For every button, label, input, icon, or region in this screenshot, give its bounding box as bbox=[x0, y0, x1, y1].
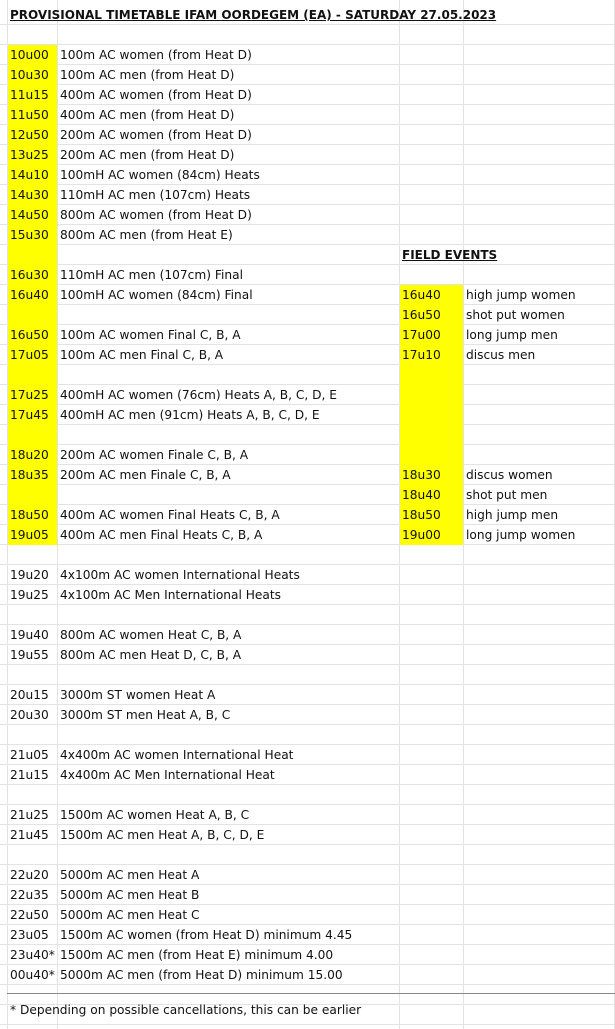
track-event-time: 23u40* bbox=[10, 948, 55, 962]
track-event-time: 21u25 bbox=[10, 808, 49, 822]
track-event-time: 20u15 bbox=[10, 688, 49, 702]
track-event-name: 100m AC men Final C, B, A bbox=[60, 348, 224, 362]
track-event-name: 800m AC women (from Heat D) bbox=[60, 208, 252, 222]
field-event-time: 16u50 bbox=[402, 308, 441, 322]
field-event-time: 18u50 bbox=[402, 508, 441, 522]
track-event-name: 110mH AC men (107cm) Heats bbox=[60, 188, 251, 202]
field-events-header: FIELD EVENTS bbox=[402, 248, 498, 262]
track-event-name: 400m AC men (from Heat D) bbox=[60, 108, 235, 122]
field-event-name: shot put women bbox=[466, 308, 565, 322]
track-event-name: 200m AC women Finale C, B, A bbox=[60, 448, 249, 462]
track-event-name: 110mH AC men (107cm) Final bbox=[60, 268, 243, 282]
track-event-time: 13u25 bbox=[10, 148, 49, 162]
track-event-time: 10u30 bbox=[10, 68, 49, 82]
field-event-time: 16u40 bbox=[402, 288, 441, 302]
track-event-name: 400mH AC women (76cm) Heats A, B, C, D, E bbox=[60, 388, 337, 402]
field-event-name: high jump women bbox=[466, 288, 576, 302]
field-event-name: discus men bbox=[466, 348, 536, 362]
grid-line bbox=[463, 0, 464, 1029]
track-event-time: 21u45 bbox=[10, 828, 49, 842]
track-event-name: 100m AC women Final C, B, A bbox=[60, 328, 241, 342]
track-event-time: 20u30 bbox=[10, 708, 49, 722]
track-event-time: 22u35 bbox=[10, 888, 49, 902]
grid-line bbox=[57, 0, 58, 1029]
track-event-time: 14u50 bbox=[10, 208, 49, 222]
track-event-name: 200m AC men (from Heat D) bbox=[60, 148, 235, 162]
track-event-time: 23u05 bbox=[10, 928, 49, 942]
track-event-time: 22u20 bbox=[10, 868, 49, 882]
track-event-name: 100mH AC women (84cm) Heats bbox=[60, 168, 260, 182]
track-event-time: 22u50 bbox=[10, 908, 49, 922]
track-event-name: 100m AC men (from Heat D) bbox=[60, 68, 235, 82]
track-event-time: 17u25 bbox=[10, 388, 49, 402]
track-event-name: 4x100m AC women International Heats bbox=[60, 568, 300, 582]
track-event-time: 19u20 bbox=[10, 568, 49, 582]
track-event-name: 4x400m AC Men International Heat bbox=[60, 768, 275, 782]
field-event-name: discus women bbox=[466, 468, 553, 482]
track-event-name: 1500m AC women (from Heat D) minimum 4.45 bbox=[60, 928, 353, 942]
track-event-time: 10u00 bbox=[10, 48, 49, 62]
track-event-time: 16u40 bbox=[10, 288, 49, 302]
track-event-name: 800m AC women Heat C, B, A bbox=[60, 628, 242, 642]
track-event-time: 21u15 bbox=[10, 768, 49, 782]
track-event-time: 14u30 bbox=[10, 188, 49, 202]
track-event-name: 400mH AC men (91cm) Heats A, B, C, D, E bbox=[60, 408, 320, 422]
track-event-time: 19u25 bbox=[10, 588, 49, 602]
track-event-name: 1500m AC women Heat A, B, C bbox=[60, 808, 250, 822]
track-event-time: 00u40* bbox=[10, 968, 55, 982]
track-event-time: 17u45 bbox=[10, 408, 49, 422]
field-event-time: 18u30 bbox=[402, 468, 441, 482]
track-event-time: 14u10 bbox=[10, 168, 49, 182]
track-event-time: 11u50 bbox=[10, 108, 49, 122]
track-event-name: 800m AC men (from Heat E) bbox=[60, 228, 233, 242]
field-event-time: 19u00 bbox=[402, 528, 441, 542]
footnote-divider bbox=[7, 993, 615, 994]
track-event-name: 5000m AC men Heat B bbox=[60, 888, 200, 902]
track-event-time: 19u40 bbox=[10, 628, 49, 642]
track-event-name: 5000m AC men Heat A bbox=[60, 868, 200, 882]
track-event-name: 5000m AC men Heat C bbox=[60, 908, 200, 922]
track-event-name: 1500m AC men Heat A, B, C, D, E bbox=[60, 828, 265, 842]
track-event-name: 5000m AC men (from Heat D) minimum 15.00 bbox=[60, 968, 343, 982]
track-event-name: 4x100m AC Men International Heats bbox=[60, 588, 282, 602]
track-event-time: 12u50 bbox=[10, 128, 49, 142]
track-event-name: 1500m AC men (from Heat E) minimum 4.00 bbox=[60, 948, 334, 962]
track-event-name: 400m AC women (from Heat D) bbox=[60, 88, 252, 102]
field-event-time: 17u10 bbox=[402, 348, 441, 362]
track-event-time: 17u05 bbox=[10, 348, 49, 362]
track-event-time: 19u55 bbox=[10, 648, 49, 662]
track-event-name: 100mH AC women (84cm) Final bbox=[60, 288, 253, 302]
page-title: PROVISIONAL TIMETABLE IFAM OORDEGEM (EA) - SATURDAY 27.05.2023 bbox=[10, 8, 497, 22]
field-event-name: long jump men bbox=[466, 328, 558, 342]
track-event-name: 3000m ST men Heat A, B, C bbox=[60, 708, 231, 722]
track-event-time: 11u15 bbox=[10, 88, 49, 102]
track-event-time: 18u20 bbox=[10, 448, 49, 462]
footnote: * Depending on possible cancellations, this can be earlier bbox=[10, 1003, 362, 1017]
track-event-name: 3000m ST women Heat A bbox=[60, 688, 216, 702]
track-event-name: 4x400m AC women International Heat bbox=[60, 748, 294, 762]
field-event-name: high jump men bbox=[466, 508, 559, 522]
field-event-time: 18u40 bbox=[402, 488, 441, 502]
track-event-name: 100m AC women (from Heat D) bbox=[60, 48, 252, 62]
track-event-time: 15u30 bbox=[10, 228, 49, 242]
track-event-time: 19u05 bbox=[10, 528, 49, 542]
field-event-time: 17u00 bbox=[402, 328, 441, 342]
track-event-time: 21u05 bbox=[10, 748, 49, 762]
track-event-name: 400m AC women Final Heats C, B, A bbox=[60, 508, 280, 522]
track-event-name: 800m AC men Heat D, C, B, A bbox=[60, 648, 242, 662]
track-event-time: 18u50 bbox=[10, 508, 49, 522]
field-event-name: long jump women bbox=[466, 528, 576, 542]
track-event-name: 400m AC men Final Heats C, B, A bbox=[60, 528, 263, 542]
track-event-name: 200m AC men Finale C, B, A bbox=[60, 468, 231, 482]
track-event-time: 18u35 bbox=[10, 468, 49, 482]
track-event-time: 16u30 bbox=[10, 268, 49, 282]
track-event-time: 16u50 bbox=[10, 328, 49, 342]
field-event-name: shot put men bbox=[466, 488, 548, 502]
track-event-name: 200m AC women (from Heat D) bbox=[60, 128, 252, 142]
